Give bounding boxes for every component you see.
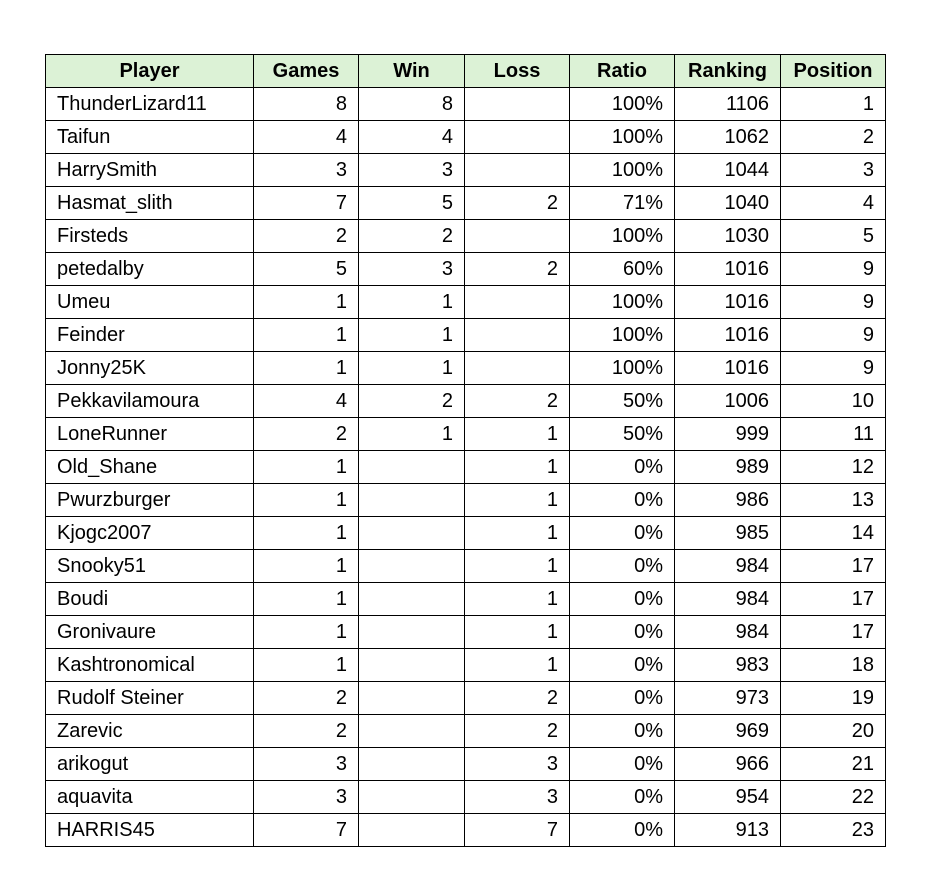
ranking-cell: 1044 (675, 154, 781, 187)
table-row (46, 550, 886, 583)
position-cell: 17 (781, 583, 886, 616)
loss-cell: 2 (465, 385, 570, 418)
games-cell: 3 (254, 781, 359, 814)
win-cell (359, 550, 465, 583)
table-row (46, 616, 886, 649)
table-row (46, 319, 886, 352)
loss-cell (465, 88, 570, 121)
loss-cell: 1 (465, 649, 570, 682)
games-cell: 7 (254, 814, 359, 847)
games-cell: 1 (254, 286, 359, 319)
table-row (46, 748, 886, 781)
win-cell (359, 649, 465, 682)
games-cell: 1 (254, 352, 359, 385)
table-row (46, 352, 886, 385)
player-cell: petedalby (46, 253, 254, 286)
ranking-cell: 986 (675, 484, 781, 517)
loss-cell (465, 220, 570, 253)
ranking-cell: 1016 (675, 253, 781, 286)
player-cell: Pwurzburger (46, 484, 254, 517)
header-win: Win (359, 55, 465, 88)
win-cell: 2 (359, 385, 465, 418)
position-cell: 9 (781, 352, 886, 385)
table-row (46, 418, 886, 451)
ratio-cell: 100% (570, 88, 675, 121)
header-loss: Loss (465, 55, 570, 88)
ratio-cell: 0% (570, 781, 675, 814)
loss-cell: 2 (465, 253, 570, 286)
ranking-cell: 1006 (675, 385, 781, 418)
loss-cell: 1 (465, 583, 570, 616)
position-cell: 9 (781, 286, 886, 319)
table-row (46, 187, 886, 220)
loss-cell (465, 319, 570, 352)
games-cell: 1 (254, 550, 359, 583)
games-cell: 1 (254, 649, 359, 682)
ratio-cell: 100% (570, 286, 675, 319)
ratio-cell: 0% (570, 748, 675, 781)
win-cell: 1 (359, 286, 465, 319)
ranking-cell: 984 (675, 616, 781, 649)
loss-cell (465, 121, 570, 154)
games-cell: 3 (254, 748, 359, 781)
header-ratio: Ratio (570, 55, 675, 88)
win-cell: 1 (359, 352, 465, 385)
player-cell: Pekkavilamoura (46, 385, 254, 418)
position-cell: 14 (781, 517, 886, 550)
games-cell: 3 (254, 154, 359, 187)
table-row (46, 517, 886, 550)
player-cell: Old_Shane (46, 451, 254, 484)
games-cell: 2 (254, 418, 359, 451)
table-row (46, 583, 886, 616)
player-cell: LoneRunner (46, 418, 254, 451)
player-cell: Taifun (46, 121, 254, 154)
position-cell: 9 (781, 253, 886, 286)
player-cell: Feinder (46, 319, 254, 352)
win-cell (359, 682, 465, 715)
ratio-cell: 0% (570, 550, 675, 583)
loss-cell: 2 (465, 187, 570, 220)
table-row (46, 781, 886, 814)
loss-cell: 1 (465, 484, 570, 517)
player-cell: HarrySmith (46, 154, 254, 187)
player-cell: Kashtronomical (46, 649, 254, 682)
loss-cell: 2 (465, 682, 570, 715)
position-cell: 5 (781, 220, 886, 253)
table-row (46, 286, 886, 319)
games-cell: 2 (254, 715, 359, 748)
player-cell: Snooky51 (46, 550, 254, 583)
win-cell: 4 (359, 121, 465, 154)
position-cell: 23 (781, 814, 886, 847)
ratio-cell: 0% (570, 517, 675, 550)
win-cell (359, 616, 465, 649)
win-cell (359, 484, 465, 517)
player-cell: Boudi (46, 583, 254, 616)
ranking-cell: 989 (675, 451, 781, 484)
ranking-cell: 969 (675, 715, 781, 748)
ranking-cell: 984 (675, 550, 781, 583)
ratio-cell: 0% (570, 484, 675, 517)
games-cell: 1 (254, 484, 359, 517)
win-cell: 8 (359, 88, 465, 121)
ratio-cell: 100% (570, 352, 675, 385)
ratio-cell: 0% (570, 682, 675, 715)
ranking-cell: 1030 (675, 220, 781, 253)
win-cell: 3 (359, 154, 465, 187)
header-position: Position (781, 55, 886, 88)
win-cell (359, 583, 465, 616)
ranking-cell: 1106 (675, 88, 781, 121)
ranking-cell: 973 (675, 682, 781, 715)
games-cell: 8 (254, 88, 359, 121)
ratio-cell: 0% (570, 616, 675, 649)
ratio-cell: 50% (570, 418, 675, 451)
position-cell: 18 (781, 649, 886, 682)
player-cell: Hasmat_slith (46, 187, 254, 220)
header-games: Games (254, 55, 359, 88)
win-cell (359, 748, 465, 781)
loss-cell: 7 (465, 814, 570, 847)
position-cell: 10 (781, 385, 886, 418)
player-cell: Rudolf Steiner (46, 682, 254, 715)
player-cell: Gronivaure (46, 616, 254, 649)
table-row (46, 88, 886, 121)
loss-cell (465, 286, 570, 319)
win-cell: 2 (359, 220, 465, 253)
position-cell: 22 (781, 781, 886, 814)
ratio-cell: 100% (570, 154, 675, 187)
ratio-cell: 60% (570, 253, 675, 286)
ratio-cell: 0% (570, 814, 675, 847)
loss-cell (465, 352, 570, 385)
position-cell: 12 (781, 451, 886, 484)
player-cell: ThunderLizard11 (46, 88, 254, 121)
table-row (46, 451, 886, 484)
position-cell: 20 (781, 715, 886, 748)
games-cell: 4 (254, 385, 359, 418)
ranking-cell: 1016 (675, 352, 781, 385)
games-cell: 7 (254, 187, 359, 220)
loss-cell: 3 (465, 781, 570, 814)
position-cell: 13 (781, 484, 886, 517)
player-cell: Zarevic (46, 715, 254, 748)
ratio-cell: 0% (570, 451, 675, 484)
table-row (46, 220, 886, 253)
games-cell: 4 (254, 121, 359, 154)
player-cell: Firsteds (46, 220, 254, 253)
table-row (46, 121, 886, 154)
ranking-cell: 983 (675, 649, 781, 682)
ratio-cell: 0% (570, 649, 675, 682)
ranking-cell: 1016 (675, 286, 781, 319)
position-cell: 1 (781, 88, 886, 121)
ratio-cell: 100% (570, 220, 675, 253)
position-cell: 21 (781, 748, 886, 781)
ranking-cell: 1016 (675, 319, 781, 352)
ranking-cell: 1040 (675, 187, 781, 220)
win-cell (359, 715, 465, 748)
position-cell: 19 (781, 682, 886, 715)
player-cell: HARRIS45 (46, 814, 254, 847)
win-cell: 3 (359, 253, 465, 286)
games-cell: 2 (254, 220, 359, 253)
loss-cell: 1 (465, 418, 570, 451)
ratio-cell: 71% (570, 187, 675, 220)
header-ranking: Ranking (675, 55, 781, 88)
table-row (46, 715, 886, 748)
ratio-cell: 50% (570, 385, 675, 418)
win-cell (359, 451, 465, 484)
games-cell: 1 (254, 517, 359, 550)
games-cell: 1 (254, 616, 359, 649)
games-cell: 1 (254, 583, 359, 616)
ratio-cell: 0% (570, 715, 675, 748)
table-row (46, 154, 886, 187)
ratio-cell: 0% (570, 583, 675, 616)
games-cell: 1 (254, 451, 359, 484)
games-cell: 2 (254, 682, 359, 715)
player-cell: aquavita (46, 781, 254, 814)
ratio-cell: 100% (570, 121, 675, 154)
position-cell: 17 (781, 550, 886, 583)
player-cell: Jonny25K (46, 352, 254, 385)
ranking-cell: 1062 (675, 121, 781, 154)
player-cell: Kjogc2007 (46, 517, 254, 550)
header-row (46, 55, 886, 88)
games-cell: 5 (254, 253, 359, 286)
loss-cell (465, 154, 570, 187)
table-body (46, 88, 886, 847)
table-row (46, 484, 886, 517)
loss-cell: 1 (465, 616, 570, 649)
position-cell: 4 (781, 187, 886, 220)
position-cell: 9 (781, 319, 886, 352)
position-cell: 2 (781, 121, 886, 154)
win-cell: 5 (359, 187, 465, 220)
ranking-cell: 985 (675, 517, 781, 550)
standings-table (45, 54, 886, 847)
ratio-cell: 100% (570, 319, 675, 352)
header-player: Player (46, 55, 254, 88)
position-cell: 3 (781, 154, 886, 187)
loss-cell: 1 (465, 517, 570, 550)
position-cell: 11 (781, 418, 886, 451)
position-cell: 17 (781, 616, 886, 649)
loss-cell: 3 (465, 748, 570, 781)
table-row (46, 385, 886, 418)
win-cell (359, 814, 465, 847)
player-cell: arikogut (46, 748, 254, 781)
loss-cell: 1 (465, 550, 570, 583)
ranking-cell: 984 (675, 583, 781, 616)
table-row (46, 649, 886, 682)
table-row (46, 682, 886, 715)
win-cell (359, 517, 465, 550)
ranking-cell: 966 (675, 748, 781, 781)
win-cell (359, 781, 465, 814)
loss-cell: 1 (465, 451, 570, 484)
table-row (46, 253, 886, 286)
win-cell: 1 (359, 319, 465, 352)
games-cell: 1 (254, 319, 359, 352)
ranking-cell: 999 (675, 418, 781, 451)
win-cell: 1 (359, 418, 465, 451)
ranking-cell: 913 (675, 814, 781, 847)
player-cell: Umeu (46, 286, 254, 319)
ranking-cell: 954 (675, 781, 781, 814)
loss-cell: 2 (465, 715, 570, 748)
table-row (46, 814, 886, 847)
